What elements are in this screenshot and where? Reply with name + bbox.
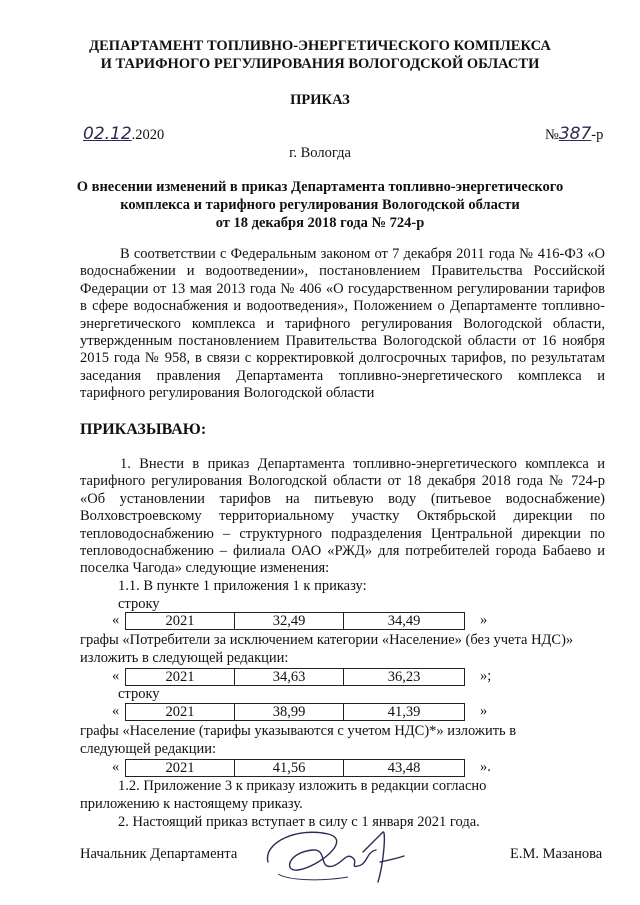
signature-position: Начальник Департамента — [80, 846, 238, 862]
cell-year: 2021 — [126, 669, 235, 686]
cell-value-1: 38,99 — [235, 704, 344, 721]
quote-close-b: »; — [480, 668, 492, 684]
quote-close-a: » — [480, 612, 488, 628]
cell-value-1: 34,63 — [235, 669, 344, 686]
tariff-row-a — [125, 612, 465, 630]
cell-value-1: 32,49 — [235, 613, 344, 630]
handwritten-number: 387 — [558, 124, 592, 144]
subject-line1: О внесении изменений в приказ Департамента топливно-энергетического — [76, 179, 564, 195]
number-suffix: -р — [591, 127, 604, 143]
preamble: В соответствии с Федеральным законом от 7 декабря 2011 года № 416-ФЗ «О водоснабжении и водоотведении», постановлением Правительства Российской Федерации от 13 мая 2013 года № 406 «О государственном регулировании тарифов в сфере водоснабжения и водоотведения», Положением о Департаменте топливно-энергетического комплекса и тарифного регулирования Вологодской области, утвержденным постановлением Правительства Вологодской области от 16 ноября 2015 года № 958, в связи с корректировкой долгосрочных тарифов, по результатам заседания правления Департамента топливно-энергетического комплекса и тарифного регулирования Вологодской области — [80, 246, 605, 402]
org-name-line2: И ТАРИФНОГО РЕГУЛИРОВАНИЯ ВОЛОГОДСКОЙ ОБЛАСТИ — [100, 56, 540, 72]
handwritten-date: 02.12 — [83, 124, 132, 144]
item-1-1: 1.1. В пункте 1 приложения 1 к приказу: — [118, 578, 367, 594]
tariff-row-b — [125, 668, 465, 686]
cell-value-2: 34,49 — [344, 613, 465, 630]
word-stroku: строку — [118, 596, 160, 612]
quote-close-d: ». — [480, 759, 491, 775]
item-1-2-line1: 1.2. Приложение 3 к приказу изложить в редакции согласно — [118, 778, 487, 794]
signature-name: Е.М. Мазанова — [510, 846, 603, 862]
document-number — [545, 124, 603, 144]
city: г. Вологда — [289, 145, 351, 161]
grafy-1: графы «Потребители за исключением категории «Население» (без учета НДС)» — [80, 632, 574, 648]
subject-line2: комплекса и тарифного регулирования Вологодской области — [120, 197, 520, 213]
quote-open-a: « — [112, 612, 120, 628]
tariff-row-c — [125, 703, 465, 721]
document-type: ПРИКАЗ — [290, 92, 350, 108]
izlozhit-2: следующей редакции: — [80, 741, 217, 757]
cell-value-2: 43,48 — [344, 760, 465, 777]
handwritten-signature — [258, 822, 408, 892]
order-word: ПРИКАЗЫВАЮ: — [80, 421, 207, 438]
item-1-2-line2: приложению к настоящему приказу. — [80, 796, 303, 812]
cell-value-1: 41,56 — [235, 760, 344, 777]
item-1: 1. Внести в приказ Департамента топливно-энергетического комплекса и тарифного регулирования Вологодской области от 18 декабря 2018 года № 724-р «Об установлении тарифов на питьевую воду (питьевое водоснабжение) Волховстроевскому территориальному участку Октябрьской дирекции по тепловодоснабжению – структурного подразделения Центральной дирекции по тепловодоснабжению – филиала ОАО «РЖД» для потребителей города Бабаево и поселка Чагода» следующие изменения: — [80, 456, 605, 577]
quote-open-d: « — [112, 759, 120, 775]
date-year: .2020 — [131, 127, 165, 143]
quote-close-c: » — [480, 703, 488, 719]
quote-open-c: « — [112, 703, 120, 719]
org-name-line1: ДЕПАРТАМЕНТ ТОПЛИВНО-ЭНЕРГЕТИЧЕСКОГО КОМПЛЕКСА — [89, 38, 551, 54]
grafy-2: графы «Население (тарифы указываются с учетом НДС)*» изложить в — [80, 723, 517, 739]
cell-year: 2021 — [126, 704, 235, 721]
quote-open-b: « — [112, 668, 120, 684]
item-2: 2. Настоящий приказ вступает в силу с 1 января 2021 года. — [118, 814, 480, 830]
word-stroku-2: строку — [118, 686, 160, 702]
document-date — [83, 124, 164, 144]
cell-value-2: 41,39 — [344, 704, 465, 721]
subject-line3: от 18 декабря 2018 года № 724-р — [215, 215, 425, 231]
cell-year: 2021 — [126, 613, 235, 630]
number-prefix: № — [545, 127, 559, 143]
tariff-row-d — [125, 759, 465, 777]
cell-year: 2021 — [126, 760, 235, 777]
izlozhit-1: изложить в следующей редакции: — [80, 650, 289, 666]
cell-value-2: 36,23 — [344, 669, 465, 686]
